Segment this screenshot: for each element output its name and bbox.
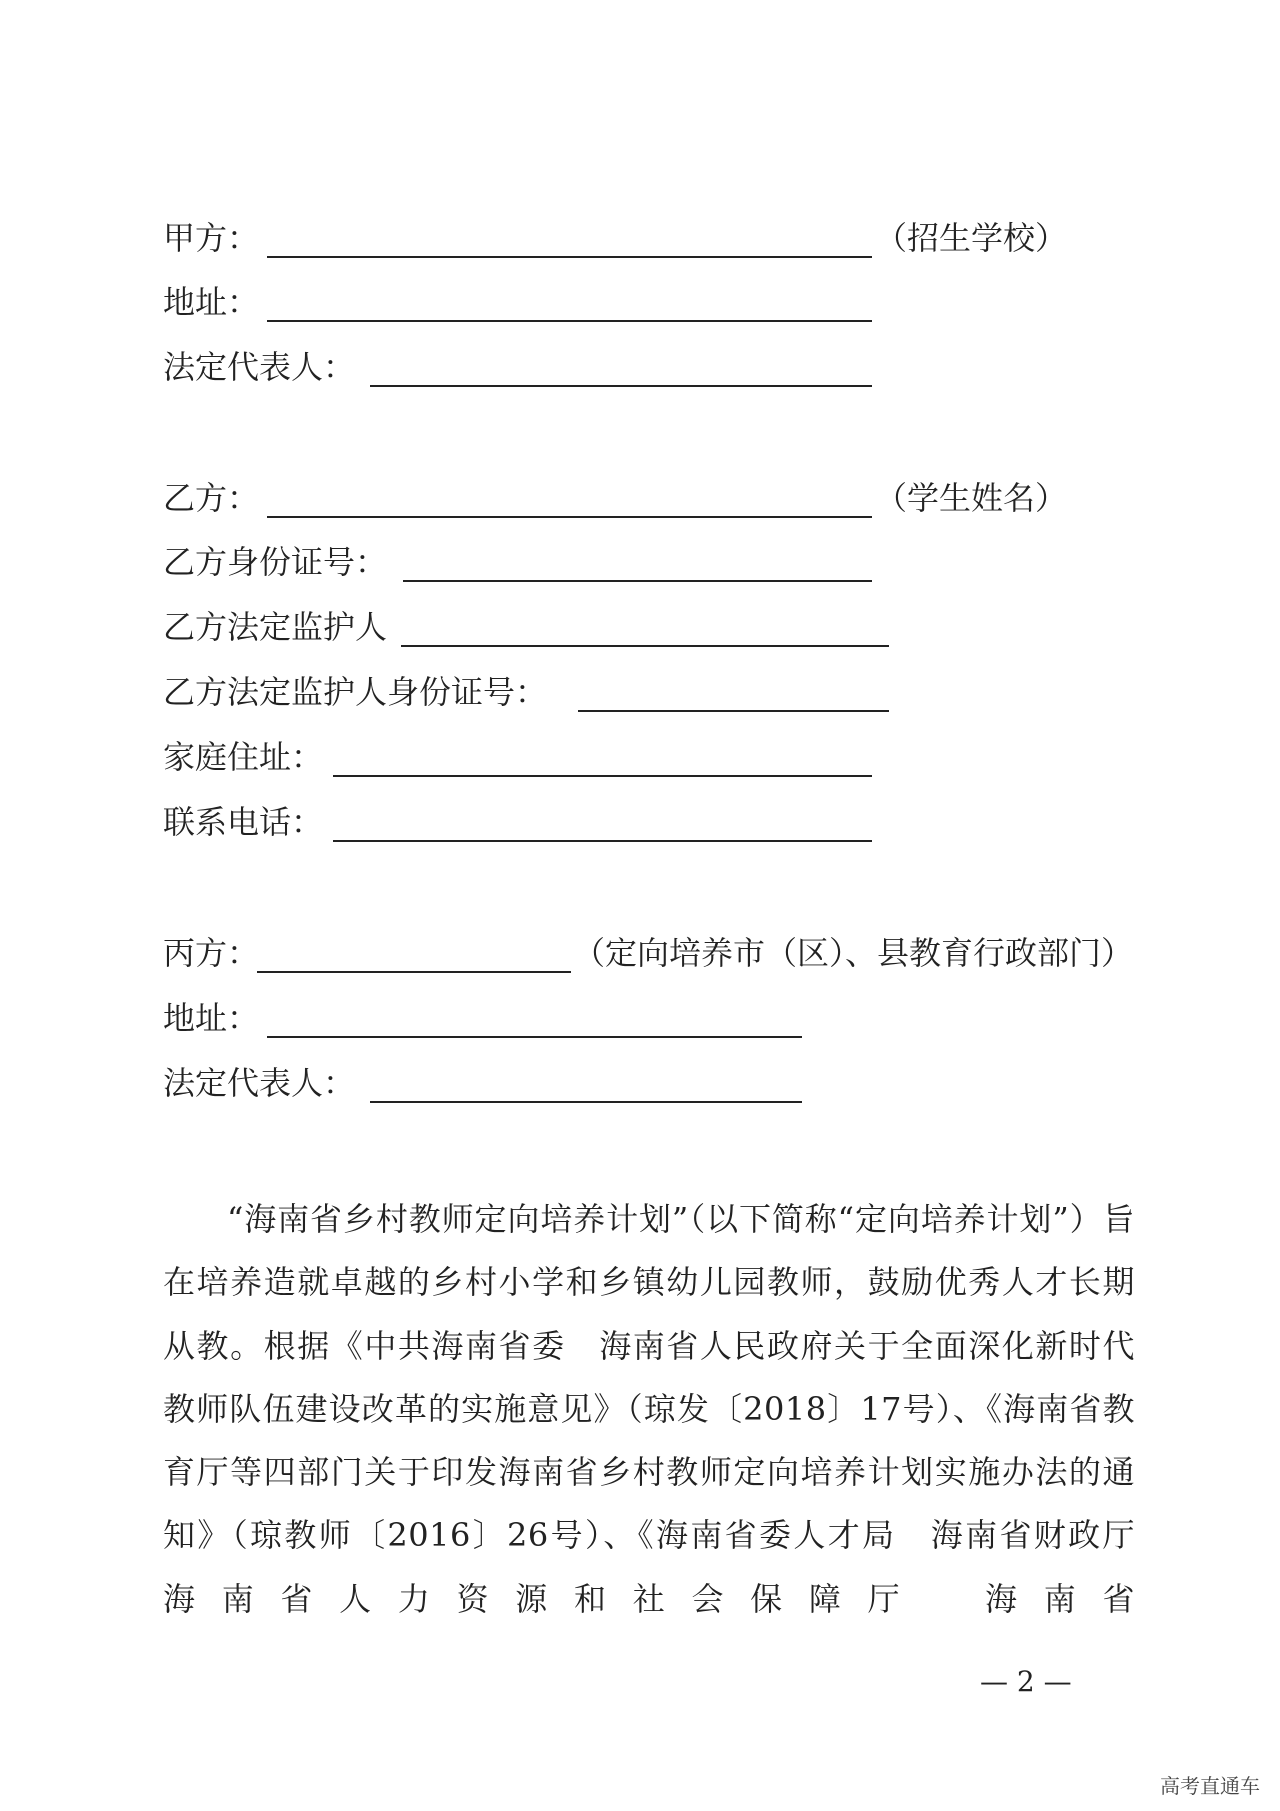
party-c-rep-blank[interactable] (370, 1101, 802, 1103)
party-b-phone-blank[interactable] (333, 840, 872, 842)
party-b-phone-label: 联系电话： (163, 803, 324, 841)
party-b-guardian-id-label: 乙方法定监护人身份证号： (163, 673, 548, 711)
party-c-blank[interactable] (257, 971, 571, 973)
party-b-note: （学生姓名） (875, 479, 1068, 517)
party-c-rep-field (163, 1063, 863, 1103)
party-c-label: 丙方： (163, 934, 260, 972)
party-c-field (163, 933, 1143, 973)
party-b-phone-field (163, 802, 883, 842)
party-a-address-field (163, 282, 883, 322)
party-a-rep-label: 法定代表人： (163, 348, 356, 386)
party-b-id-field (163, 542, 883, 582)
party-c-address-label: 地址： (163, 999, 260, 1037)
party-b-id-label: 乙方身份证号： (163, 543, 388, 581)
party-b-home-blank[interactable] (333, 775, 872, 777)
party-b-guardian-id-blank[interactable] (578, 710, 889, 712)
party-b-field (163, 478, 1083, 518)
party-c-address-field (163, 998, 863, 1038)
party-c-rep-label: 法定代表人： (163, 1064, 356, 1102)
party-b-label: 乙方： (163, 479, 260, 517)
party-a-rep-field (163, 347, 883, 387)
party-a-note: （招生学校） (875, 219, 1068, 257)
party-a-rep-blank[interactable] (370, 385, 872, 387)
party-b-id-blank[interactable] (403, 580, 872, 582)
party-b-guardian-field (163, 607, 903, 647)
party-a-label: 甲方： (163, 219, 260, 257)
party-a-address-label: 地址： (163, 283, 260, 321)
party-a-address-blank[interactable] (267, 320, 872, 322)
watermark: 高考直通车 (1160, 1774, 1260, 1798)
preamble-text: “海南省乡村教师定向培养计划”（以下简称“定向培养计划”）旨在培养造就卓越的乡村小学和乡镇幼儿园教师，鼓励优秀人才长期从教。根据《中共海南省委 海南省人民政府关于全面深化新时代教师队伍建设改革的实施意见》（琼发〔2018〕17号）、《海南省教育厅等四部门关于印发海南省乡村教师定向培养计划实施办法的通知》（琼教师〔2016〕26号）、《海南省委人才局 海南省财政厅 海南省人力资源和社会保障厅 海南省 (163, 1200, 1168, 1618)
party-b-home-field (163, 737, 883, 777)
party-c-note: （定向培养市（区）、县教育行政部门） (573, 934, 1134, 972)
party-b-guardian-id-field (163, 672, 903, 712)
agreement-preamble (163, 1188, 1168, 1631)
party-c-address-blank[interactable] (267, 1036, 802, 1038)
party-b-guardian-blank[interactable] (401, 645, 889, 647)
party-b-home-label: 家庭住址： (163, 738, 324, 776)
page-number: — 2 — (980, 1665, 1072, 1698)
party-b-guardian-label: 乙方法定监护人 (163, 608, 388, 646)
party-b-blank[interactable] (267, 516, 872, 518)
party-a-field (163, 218, 1083, 258)
party-a-blank[interactable] (267, 256, 872, 258)
